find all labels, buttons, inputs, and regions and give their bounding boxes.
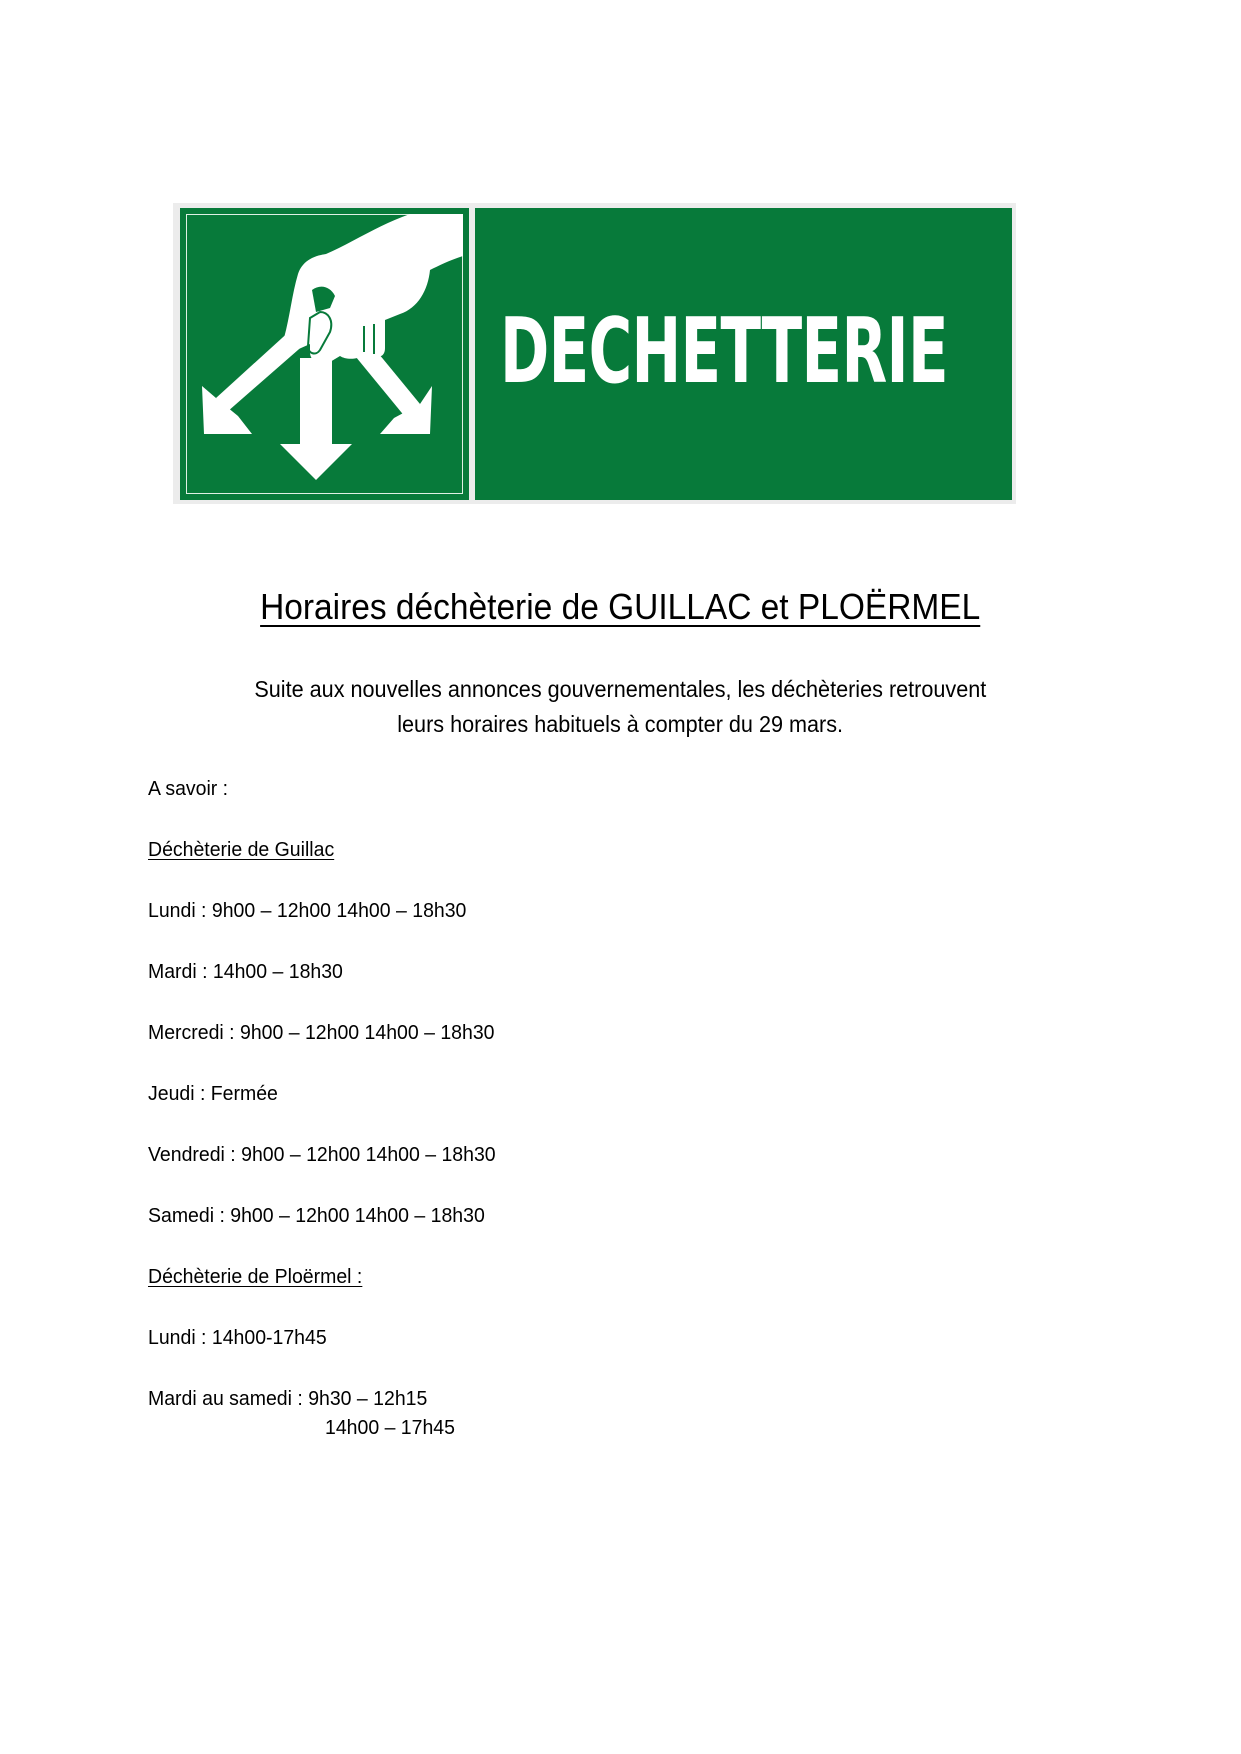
sign-label: DECHETTERIE (500, 299, 948, 404)
ploermel-schedule-afternoon: 14h00 – 17h45 (325, 1416, 455, 1439)
intro-paragraph (0, 672, 1241, 742)
dechetterie-sign (173, 203, 1016, 504)
guillac-schedule-wednesday: Mercredi : 9h00 – 12h00 14h00 – 18h30 (148, 1021, 495, 1044)
ploermel-heading: Déchèterie de Ploërmel : (148, 1265, 363, 1288)
guillac-schedule-saturday: Samedi : 9h00 – 12h00 14h00 – 18h30 (148, 1204, 485, 1227)
page-title-text: Horaires déchèterie de GUILLAC et PLOËRMEL (260, 586, 981, 627)
guillac-schedule-friday: Vendredi : 9h00 – 12h00 14h00 – 18h30 (148, 1143, 496, 1166)
guillac-schedule-tuesday: Mardi : 14h00 – 18h30 (148, 960, 343, 983)
ploermel-schedule-tuesday-saturday: Mardi au samedi : 9h30 – 12h15 (148, 1387, 428, 1410)
guillac-heading: Déchèterie de Guillac (148, 838, 335, 861)
page-title (0, 585, 1241, 629)
note-label: A savoir : (148, 777, 229, 800)
sign-icon-panel (180, 208, 469, 500)
sign-label-panel (475, 208, 1012, 500)
intro-line-1: Suite aux nouvelles annonces gouvernementales, les déchèteries retrouvent (254, 676, 987, 702)
guillac-schedule-monday: Lundi : 9h00 – 12h00 14h00 – 18h30 (148, 899, 467, 922)
ploermel-schedule-monday: Lundi : 14h00-17h45 (148, 1326, 327, 1349)
intro-line-2: leurs horaires habituels à compter du 29 mars. (397, 711, 844, 737)
hand-dropping-waste-arrows-icon (180, 208, 469, 500)
guillac-schedule-thursday: Jeudi : Fermée (148, 1082, 278, 1105)
